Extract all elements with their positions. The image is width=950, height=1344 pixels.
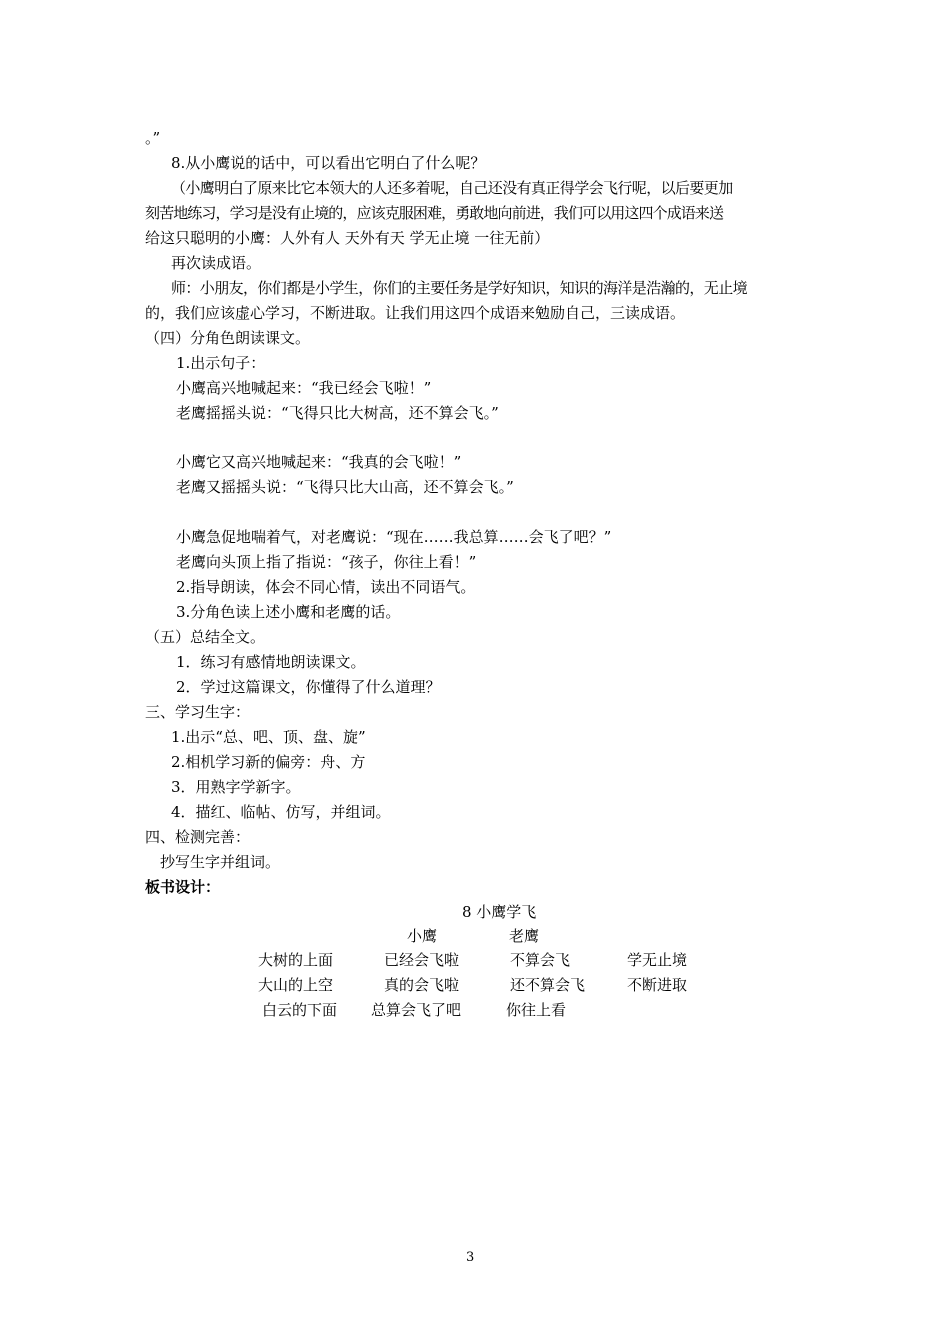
teacher-line: 的，我们应该虚心学习，不断进取。让我们用这四个成语来勉励自己，三读成语。	[145, 304, 686, 322]
list-item: 1．练习有感情地朗读课文。	[176, 653, 366, 671]
board-cell: 你往上看	[506, 1001, 567, 1019]
sentence: 小鹰急促地喘着气，对老鹰说：“现在……我总算……会飞了吧？”	[176, 528, 612, 546]
list-item: 1.出示句子：	[176, 354, 266, 372]
board-header: 老鹰	[509, 927, 540, 945]
list-item: 3．用熟字学新字。	[171, 778, 301, 796]
answer-line: （小鹰明白了原来比它本领大的人还多着呢，自己还没有真正得学会飞行呢，以后要更加	[171, 179, 733, 197]
board-cell: 真的会飞啦	[384, 976, 460, 994]
sentence: 小鹰高兴地喊起来：“我已经会飞啦！”	[176, 379, 432, 397]
question-8: 8.从小鹰说的话中，可以看出它明白了什么呢？	[171, 154, 486, 172]
list-item: 2．学过这篇课文，你懂得了什么道理？	[176, 678, 441, 696]
list-item: 2.相机学习新的偏旁：舟、方	[171, 753, 366, 771]
list-item: 1.出示“总、吧、顶、盘、旋”	[171, 728, 366, 746]
board-cell: 已经会飞啦	[384, 951, 460, 969]
text-line: 再次读成语。	[171, 254, 262, 272]
section-heading: 四、检测完善：	[145, 828, 251, 846]
sentence: 老鹰向头顶上指了指说：“孩子，你往上看！”	[176, 553, 477, 571]
list-item: 3.分角色读上述小鹰和老鹰的话。	[176, 603, 401, 621]
text-line: 。”	[145, 129, 161, 147]
board-cell: 不断进取	[627, 976, 688, 994]
answer-line: 刻苦地练习，学习是没有止境的，应该克服困难，勇敢地向前进，我们可以用这四个成语来送	[145, 204, 724, 222]
board-cell: 大树的上面	[258, 951, 334, 969]
board-heading: 板书设计：	[145, 878, 221, 896]
sentence: 老鹰又摇摇头说：“飞得只比大山高，还不算会飞。”	[176, 478, 514, 496]
answer-line: 给这只聪明的小鹰：人外有人 天外有天 学无止境 一往无前）	[145, 229, 550, 247]
section-heading: 三、学习生字：	[145, 703, 251, 721]
list-item: 2.指导朗读，体会不同心情，读出不同语气。	[176, 578, 476, 596]
page-number: 3	[466, 1250, 475, 1265]
sentence: 小鹰它又高兴地喊起来：“我真的会飞啦！”	[176, 453, 462, 471]
section-heading: （五）总结全文。	[145, 628, 266, 646]
board-header: 小鹰	[407, 927, 438, 945]
board-cell: 学无止境	[627, 951, 688, 969]
list-item: 4．描红、临帖、仿写，并组词。	[171, 803, 391, 821]
board-cell: 总算会飞了吧	[371, 1001, 462, 1019]
board-cell: 还不算会飞	[510, 976, 586, 994]
board-cell: 不算会飞	[510, 951, 571, 969]
board-cell: 大山的上空	[258, 976, 334, 994]
board-cell: 白云的下面	[262, 1001, 338, 1019]
section-heading: （四）分角色朗读课文。	[145, 329, 311, 347]
board-title: 8 小鹰学飞	[462, 903, 537, 921]
text-line: 抄写生字并组词。	[160, 853, 281, 871]
teacher-line: 师：小朋友，你们都是小学生，你们的主要任务是学好知识，知识的海洋是浩瀚的，无止境	[171, 279, 748, 297]
sentence: 老鹰摇摇头说：“飞得只比大树高，还不算会飞。”	[176, 404, 499, 422]
